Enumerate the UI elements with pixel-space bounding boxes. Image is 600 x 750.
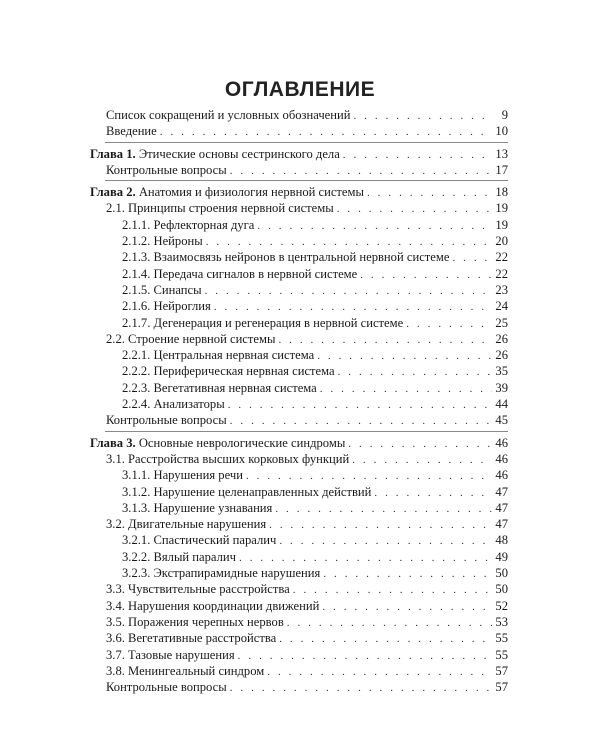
dot-leader [205, 283, 493, 299]
toc-entry[interactable] [0, 679, 600, 695]
dot-leader [343, 147, 493, 163]
section-divider [105, 431, 508, 432]
toc-entry[interactable] [0, 451, 600, 467]
toc-entry-label [90, 146, 343, 162]
dot-leader [246, 468, 492, 484]
toc-entry-text: 3.1.1. Нарушения речи [122, 468, 243, 483]
toc-entry[interactable] [0, 380, 600, 396]
toc-entry[interactable] [0, 107, 600, 123]
toc-entry-label [106, 200, 337, 216]
toc-entry-text: 2.1.5. Синапсы [122, 282, 202, 297]
toc-entry-label [122, 347, 317, 363]
toc-entry-text: 2.1.4. Передача сигналов в нервной системе [122, 266, 358, 281]
toc-page-number: 46 [492, 435, 508, 451]
dot-leader [360, 267, 492, 283]
toc-entry[interactable] [0, 412, 600, 428]
toc-page-number: 35 [492, 363, 508, 379]
toc-entry-text: 3.1. Расстройства высших корковых функций [106, 451, 350, 466]
toc-entry-label [122, 565, 323, 581]
page-title: ОГЛАВЛЕНИЕ [224, 78, 376, 101]
toc-entry-text: 2.1.3. Взаимосвязь нейронов в центральной нервной системе [122, 250, 450, 265]
toc-entry[interactable] [0, 630, 600, 646]
toc-entry-label [106, 598, 322, 614]
toc-entry-label [106, 614, 287, 630]
dot-leader [317, 348, 492, 364]
dot-leader [367, 185, 492, 201]
toc-entry-text: 2.1.6. Нейроглия [122, 299, 211, 314]
toc-page-number: 23 [492, 282, 508, 298]
toc-entry[interactable] [0, 217, 600, 233]
toc-entry[interactable] [0, 123, 600, 139]
toc-page-number: 48 [492, 532, 508, 548]
toc-page-number: 53 [492, 614, 508, 630]
toc-entry-label [122, 396, 228, 412]
toc-page-number: 52 [492, 598, 508, 614]
toc-entry-text: Контрольные вопросы [106, 413, 227, 428]
toc-page-number: 22 [492, 266, 508, 282]
toc-page-number: 57 [492, 663, 508, 679]
dot-leader [230, 163, 493, 179]
toc-entry[interactable] [0, 647, 600, 663]
toc-entry[interactable] [0, 363, 600, 379]
toc-entry-label [106, 663, 267, 679]
toc-entry-text: 2.1. Принципы строения нервной системы [106, 201, 334, 216]
toc-entry[interactable] [0, 315, 600, 331]
toc-page-number: 46 [492, 451, 508, 467]
toc-entry-label [106, 630, 279, 646]
toc-entry-text: 3.1.3. Нарушение узнавания [122, 500, 273, 515]
toc-page-number: 20 [492, 233, 508, 249]
toc-entry-text: 3.2. Двигательные нарушения [106, 517, 267, 532]
toc-entry[interactable] [0, 266, 600, 282]
toc-entry[interactable] [0, 347, 600, 363]
toc-entry-label [106, 412, 230, 428]
toc-entry-text: 3.6. Вегетативные расстройства [106, 631, 277, 646]
toc-entry-text: Список сокращений и условных обозначений [106, 108, 351, 122]
toc-entry[interactable] [0, 581, 600, 597]
toc-entry-label [122, 484, 374, 500]
toc-page-number: 19 [492, 200, 508, 216]
dot-leader [238, 648, 493, 664]
toc-entry-label [106, 581, 293, 597]
toc-page-number: 44 [492, 396, 508, 412]
dot-leader [275, 501, 492, 517]
toc-entry-text: 2.1.1. Рефлекторная дуга [122, 217, 255, 232]
toc-entry-label [122, 217, 257, 233]
dot-leader [406, 316, 492, 332]
dot-leader [206, 234, 493, 250]
toc-entry-label [106, 679, 230, 695]
toc-entry-label [122, 315, 406, 331]
toc-page-number: 47 [492, 500, 508, 516]
toc-entry[interactable] [0, 396, 600, 412]
toc-page-number: 39 [492, 380, 508, 396]
toc-page-number: 47 [492, 484, 508, 500]
toc-page-number: 24 [492, 298, 508, 314]
dot-leader [257, 218, 492, 234]
dot-leader [230, 680, 493, 696]
toc-entry[interactable] [0, 598, 600, 614]
toc-entry-text: Анатомия и физиология нервной системы [138, 185, 364, 200]
toc-entry[interactable] [0, 146, 600, 162]
toc-entry-label [122, 363, 338, 379]
toc-entry-text: Контрольные вопросы [106, 680, 227, 695]
chapter-prefix: Глава 3. [90, 435, 136, 450]
toc-entry-label [106, 162, 230, 178]
toc-page-number: 26 [492, 331, 508, 347]
toc-entry[interactable] [0, 467, 600, 483]
toc-entry[interactable] [0, 331, 600, 347]
toc-entry-text: 3.7. Тазовые нарушения [106, 647, 235, 662]
toc-entry-text: 2.2.4. Анализаторы [122, 397, 225, 412]
toc-entry-label [122, 298, 214, 314]
dot-leader [323, 566, 492, 582]
toc-entry[interactable] [0, 516, 600, 532]
dot-leader [239, 550, 492, 566]
toc-entry-label [122, 549, 239, 565]
toc-entry-text: 2.2.3. Вегетативная нервная система [122, 380, 317, 395]
toc-entry-text: Этические основы сестринского дела [138, 146, 340, 161]
chapter-prefix: Глава 1. [90, 146, 136, 161]
toc-page-number: 19 [492, 217, 508, 233]
toc-entry-text: 3.2.3. Экстрапирамидные нарушения [122, 566, 321, 581]
toc-entry-text: 3.3. Чувствительные расстройства [106, 582, 290, 597]
dot-leader [452, 250, 492, 266]
toc-entry-label [122, 266, 360, 282]
dot-leader [228, 397, 493, 413]
toc-entry-label [106, 516, 269, 532]
toc-entry-text: 2.2.2. Периферическая нервная система [122, 364, 335, 379]
toc-page-number: 55 [492, 647, 508, 663]
toc-entry-text: Основные неврологические синдромы [138, 435, 346, 450]
toc-page-number: 9 [493, 107, 508, 123]
toc-entry[interactable] [0, 565, 600, 581]
toc-entry-text: 3.5. Поражения черепных нервов [106, 614, 284, 629]
toc-entry-text: 3.2.1. Спастический паралич [122, 533, 277, 548]
toc-page-number: 49 [492, 549, 508, 565]
dot-leader [352, 452, 492, 468]
dot-leader [338, 364, 493, 380]
toc-page-number: 17 [492, 162, 508, 178]
dot-leader [267, 664, 492, 680]
toc-page-number: 22 [492, 249, 508, 265]
toc-entry[interactable] [0, 184, 600, 200]
toc-page-number: 25 [492, 315, 508, 331]
dot-leader [278, 332, 492, 348]
dot-leader [214, 299, 493, 315]
toc-entry[interactable] [0, 233, 600, 249]
toc-entry-label [122, 500, 275, 516]
dot-leader [322, 599, 492, 615]
dot-leader [374, 485, 492, 501]
toc-entry-text: 3.4. Нарушения координации движений [106, 598, 320, 613]
toc-page-number: 46 [492, 467, 508, 483]
toc-entry-label [122, 233, 206, 249]
toc-page-number: 47 [492, 516, 508, 532]
toc-entry-text: 2.2. Строение нервной системы [106, 331, 276, 346]
toc-entry-text: Введение [106, 124, 157, 139]
toc-entry[interactable] [0, 614, 600, 630]
toc-entry-label [106, 123, 160, 139]
toc-entry-text: Контрольные вопросы [106, 162, 227, 177]
dot-leader [269, 517, 492, 533]
dot-leader [353, 108, 493, 124]
dot-leader [348, 436, 492, 452]
toc-entry[interactable] [0, 282, 600, 298]
toc-entry-label [122, 467, 246, 483]
dot-leader [279, 533, 492, 549]
toc-entry-label [122, 282, 205, 298]
dot-leader [160, 124, 493, 140]
toc-entry-label [122, 532, 279, 548]
toc-entry-label [122, 249, 452, 265]
toc-entry-label [122, 380, 320, 396]
table-of-contents [0, 107, 600, 695]
toc-entry-text: 2.2.1. Центральная нервная система [122, 348, 315, 363]
toc-entry-text: 3.1.2. Нарушение целенаправленных действий [122, 484, 372, 499]
dot-leader [320, 381, 493, 397]
toc-entry-text: 2.1.7. Дегенерация и регенерация в нервной системе [122, 315, 404, 330]
dot-leader [337, 201, 493, 217]
toc-page-number: 45 [492, 412, 508, 428]
toc-page-number: 10 [492, 123, 508, 139]
toc-page-number: 50 [492, 565, 508, 581]
toc-entry-label [106, 451, 352, 467]
toc-entry-label [90, 435, 348, 451]
toc-entry[interactable] [0, 435, 600, 451]
section-divider [105, 142, 508, 143]
toc-entry[interactable] [0, 484, 600, 500]
toc-entry[interactable] [0, 549, 600, 565]
chapter-prefix: Глава 2. [90, 185, 136, 200]
toc-entry[interactable] [0, 200, 600, 216]
toc-entry-label [90, 184, 367, 200]
toc-entry[interactable] [0, 500, 600, 516]
section-divider [105, 180, 508, 181]
toc-page-number: 55 [492, 630, 508, 646]
toc-entry-text: 3.2.2. Вялый паралич [122, 549, 236, 564]
toc-page-number: 13 [492, 146, 508, 162]
toc-entry-label [106, 107, 353, 123]
dot-leader [230, 413, 493, 429]
toc-page-number: 26 [492, 347, 508, 363]
toc-entry[interactable] [0, 162, 600, 178]
toc-page-number: 18 [492, 184, 508, 200]
toc-entry[interactable] [0, 663, 600, 679]
toc-page-number: 50 [492, 581, 508, 597]
toc-page-number: 57 [492, 679, 508, 695]
toc-entry-text: 2.1.2. Нейроны [122, 234, 203, 249]
dot-leader [279, 631, 492, 647]
toc-entry[interactable] [0, 249, 600, 265]
dot-leader [287, 615, 493, 631]
dot-leader [293, 582, 493, 598]
toc-entry-label [106, 647, 238, 663]
toc-entry-text: 3.8. Менингеальный синдром [106, 663, 265, 678]
toc-entry-label [106, 331, 278, 347]
toc-entry[interactable] [0, 532, 600, 548]
toc-entry[interactable] [0, 298, 600, 314]
